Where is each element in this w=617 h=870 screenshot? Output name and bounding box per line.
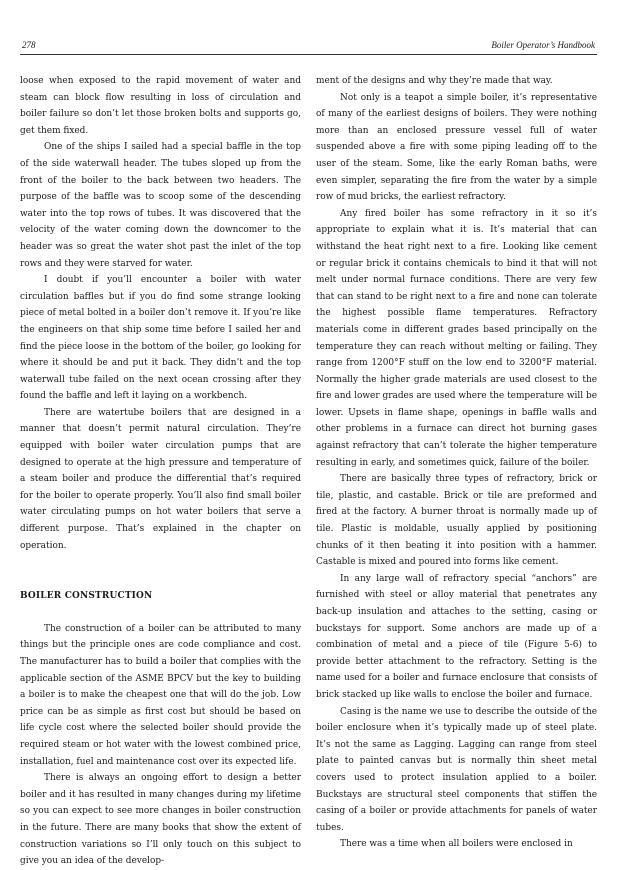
book-title: Boiler Operator’s Handbook (491, 40, 595, 50)
right-column (316, 73, 597, 853)
paragraph: There are basically three types of refractory, brick or tile, plastic, and castable. Brick or tile are preformed and fired at the factory. A burner throat is normally made up of tile. Plastic is moldable, usually applied by positioning chunks of it then beating it into position with a hammer. Castable is mixed and poured into forms like cement. (316, 474, 597, 568)
paragraph: In any large wall of refractory special “anchors” are furnished with steel or alloy material that penetrates any back-up insulation and attaches to the setting, casing or buckstays for support. Some anchors are made up of a combination of metal and a piece of tile (Figure 5-6) to provide better attachment to the refractory. Setting is the name used for a boiler and furnace enclosure that consists of brick stacked up like walls to enclose the boiler and furnace. (316, 573, 597, 700)
section-heading: BOILER CONSTRUCTION (20, 591, 153, 602)
left-column (20, 73, 301, 870)
paragraph: I doubt if you’ll encounter a boiler with water circulation baffles but if you do find some strange looking piece of metal bolted in a boiler don’t remove it. If you’re like the engineers on that ship some time before I sailed her and find the piece loose in the bottom of the boiler, go looking for where it should be and put it back. They didn’t and the top waterwall tube failed on the next ocean crossing after they found the baffle and left it laying on a workbench. (20, 275, 301, 402)
paragraph: Casing is the name we use to describe the outside of the boiler enclosure when it’s typically made up of steel plate. It’s not the same as Lagging. Lagging can range from steel plate to painted canvas but is normally thin sheet metal covers used to protect insulation applied to a boiler. Buckstays are structural steel components that stiffen the casing of a boiler or provide attachments for panels of water tubes. (316, 706, 597, 833)
paragraph: Not only is a teapot a simple boiler, it’s representative of many of the earliest designs of boilers. They were nothing more than an enclosed pressure vessel full of water suspended above a fire with some piping leading off to the user of the steam. Some, like the early Roman baths, were even simpler, separating the fire from the water by a simple row of mud bricks, the earliest refractory. (316, 92, 597, 203)
paragraph: One of the ships I sailed had a special baffle in the top of the side waterwall header. The tubes sloped up from the front of the boiler to the back between two headers. The purpose of the baffle was to scoop some of the descending water into the top rows of tubes. It was discovered that the velocity of the water coming down the downcomer to the header was so great the water shot past the inlet of the top rows and they were starved for water. (20, 142, 301, 269)
paragraph: Any fired boiler has some refractory in it so it’s appropriate to explain what it is. It’s material that can withstand the heat right next to a fire. Looking like cement or regular brick it contains chemicals to bind it that will not melt under normal furnace conditions. There are very few that can stand to be right next to a fire and none can tolerate the highest possible flame temperatures. Refractory materials come in different grades based principally on the temperature they can reach without melting or failing. They range from 1200°F stuff on the low end to 3200°F material. Normally the higher grade materials are used closest to the fire and lower grades are used where the temperature will be lower. Upsets in flame shape, openings in baffle walls and other problems in a furnace can direct hot burning gases against refractory that can’t tolerate the higher temperature resulting in early, and sometimes quick, failure of the boiler. (316, 208, 597, 468)
paragraph: loose when exposed to the rapid movement of water and steam can block flow resulting in loss of circulation and boiler failure so don’t let those broken bolts and supports go, get them fixed. (20, 76, 301, 136)
paragraph: There was a time when all boilers were enclosed in (340, 839, 573, 850)
paragraph: The construction of a boiler can be attributed to many things but the principle ones are code compliance and cost. The manufacturer has to build a boiler that complies with the applicable section of the ASME BPCV but the key to building a boiler is to make the cheapest one that will do the job. Low price can be as simple as first cost but should be based on life cycle cost where the selected boiler should provide the required steam or hot water with the lowest combined price, installation, fuel and maintenance cost over its expected life. (20, 623, 301, 767)
page-number: 278 (22, 40, 36, 50)
paragraph: There are watertube boilers that are designed in a manner that doesn’t permit natural circulation. They’re equipped with boiler water circulation pumps that are designed to operate at the high pressure and temperature of a steam boiler and produce the differential that’s required for the boiler to operate properly. You’ll also find small boiler water circulating pumps on hot water boilers that serve a different purpose. That’s explained in the chapter on operation. (20, 407, 301, 551)
running-header (20, 38, 597, 55)
paragraph: There is always an ongoing effort to design a better boiler and it has resulted in many changes during my lifetime so you can expect to see more changes in boiler construction in the future. There are many books that show the extent of construction variations so I’ll only touch on this subject to give you an idea of the develop- (20, 773, 301, 867)
paragraph: ment of the designs and why they’re made that way. (316, 76, 553, 86)
